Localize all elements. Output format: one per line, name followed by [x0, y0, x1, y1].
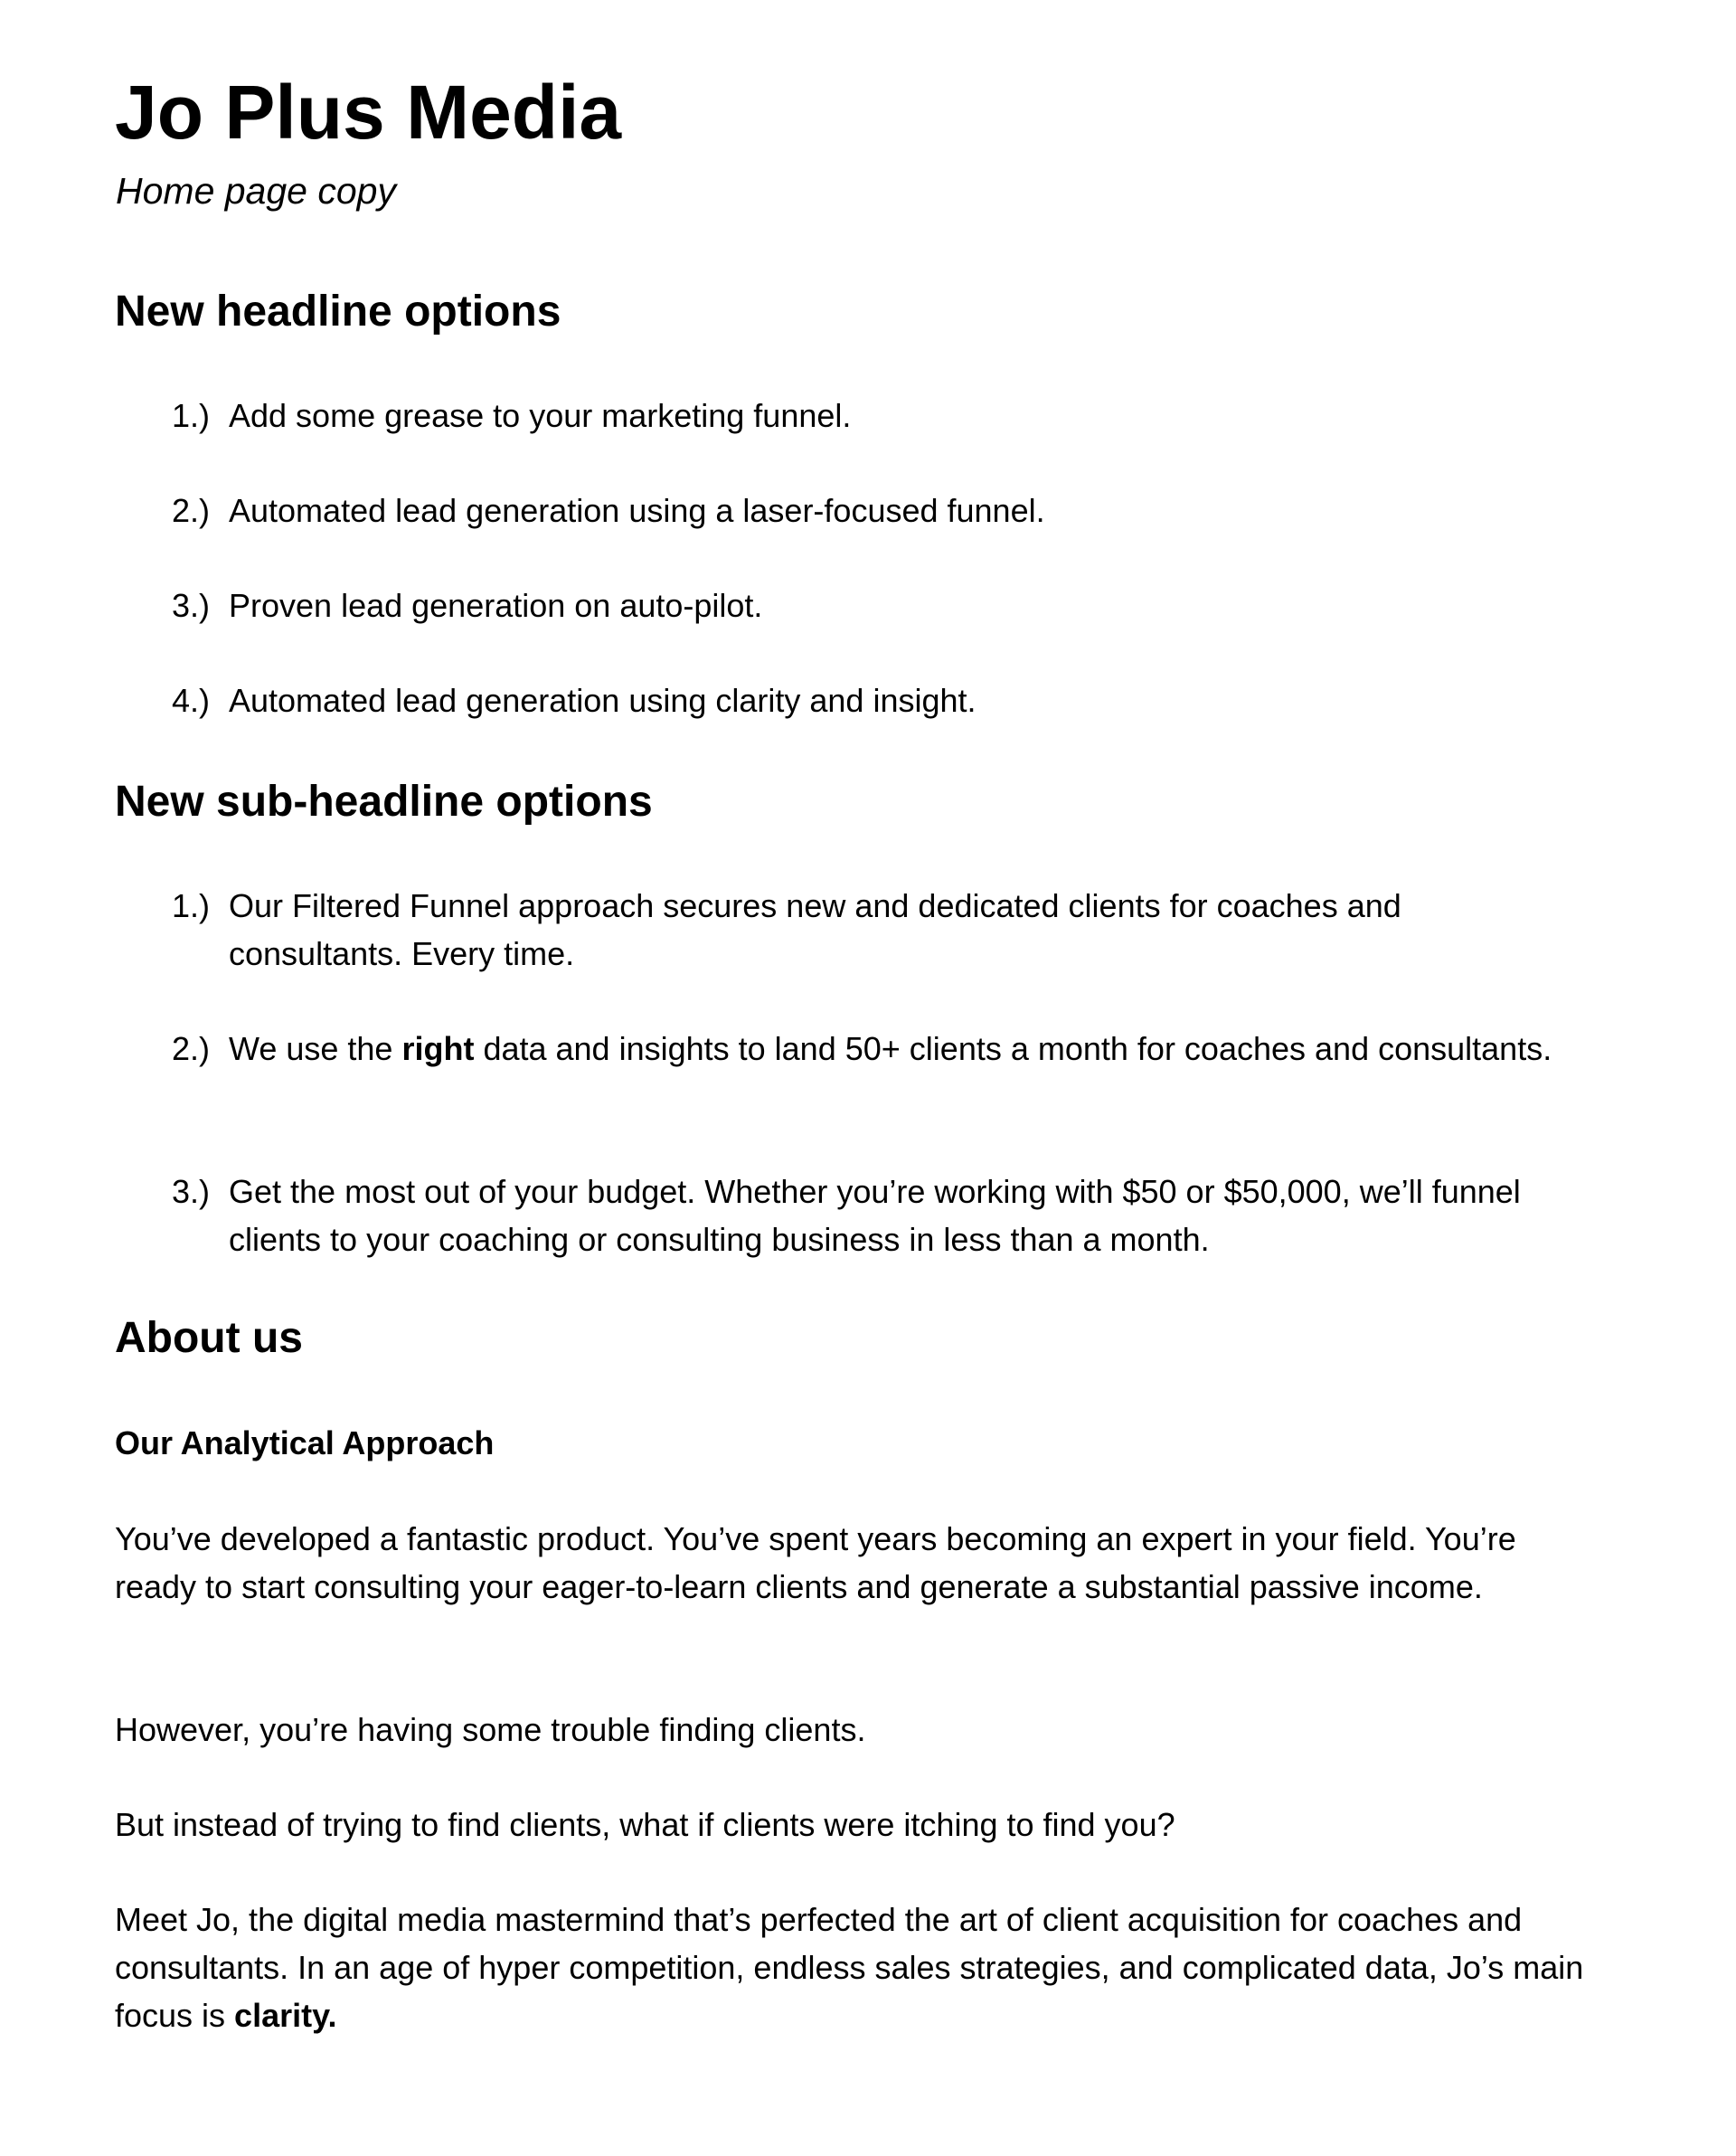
headline-option — [172, 582, 1582, 629]
list-number: 1.) — [172, 887, 211, 924]
list-number: 2.) — [172, 492, 211, 529]
document-subtitle: Home page copy — [116, 170, 396, 212]
list-number: 2.) — [172, 1030, 211, 1067]
headline-option — [172, 392, 1582, 440]
headline-option — [172, 487, 1582, 534]
document-title: Jo Plus Media — [115, 70, 622, 155]
list-text: Get the most out of your budget. Whether you’re working with $50 or $50,000, we’ll funnel clients to your coaching or consulting business in less than a month. — [229, 1173, 1521, 1258]
list-text — [229, 1025, 1582, 1073]
about-paragraph: You’ve developed a fantastic product. You’ve spent years becoming an expert in your field. You’re ready to start consulting your eager-to-learn clients and generate a substantial passive income. — [115, 1520, 1516, 1605]
text-run: Meet Jo, the digital media mastermind that’s perfected the art of client acquisition for coaches and consultants. In an age of hyper competition, endless sales strategies, and complicated data, Jo’s main focus is — [115, 1901, 1584, 2034]
headline-options-heading: New headline options — [115, 288, 561, 336]
bold-emphasis: right — [401, 1030, 475, 1067]
bold-emphasis: clarity. — [234, 1997, 337, 2034]
list-text: Our Filtered Funnel approach secures new and dedicated clients for coaches and consultants. Every time. — [229, 887, 1401, 972]
list-text: Automated lead generation using a laser-focused funnel. — [229, 492, 1045, 529]
subheadline-option — [172, 1168, 1582, 1263]
about-paragraph: But instead of trying to find clients, what if clients were itching to find you? — [115, 1806, 1175, 1843]
text-run: data and insights to land 50+ clients a month for coaches and consultants. — [474, 1030, 1552, 1067]
list-number: 3.) — [172, 587, 211, 624]
subheadline-options-heading: New sub-headline options — [115, 778, 653, 826]
text-run: We use the — [229, 1030, 402, 1067]
about-subheading: Our Analytical Approach — [115, 1424, 495, 1461]
headline-option — [172, 676, 1582, 724]
list-text: Proven lead generation on auto-pilot. — [229, 587, 763, 624]
about-heading: About us — [115, 1314, 303, 1362]
subheadline-option — [172, 1025, 1582, 1073]
about-paragraph: However, you’re having some trouble finding clients. — [115, 1711, 866, 1748]
list-text: Automated lead generation using clarity and insight. — [229, 682, 976, 719]
list-number: 3.) — [172, 1173, 211, 1210]
list-text: Add some grease to your marketing funnel. — [229, 397, 852, 434]
about-paragraph-final — [115, 1896, 1598, 2039]
list-number: 1.) — [172, 397, 211, 434]
list-number: 4.) — [172, 682, 211, 719]
subheadline-option — [172, 882, 1582, 978]
